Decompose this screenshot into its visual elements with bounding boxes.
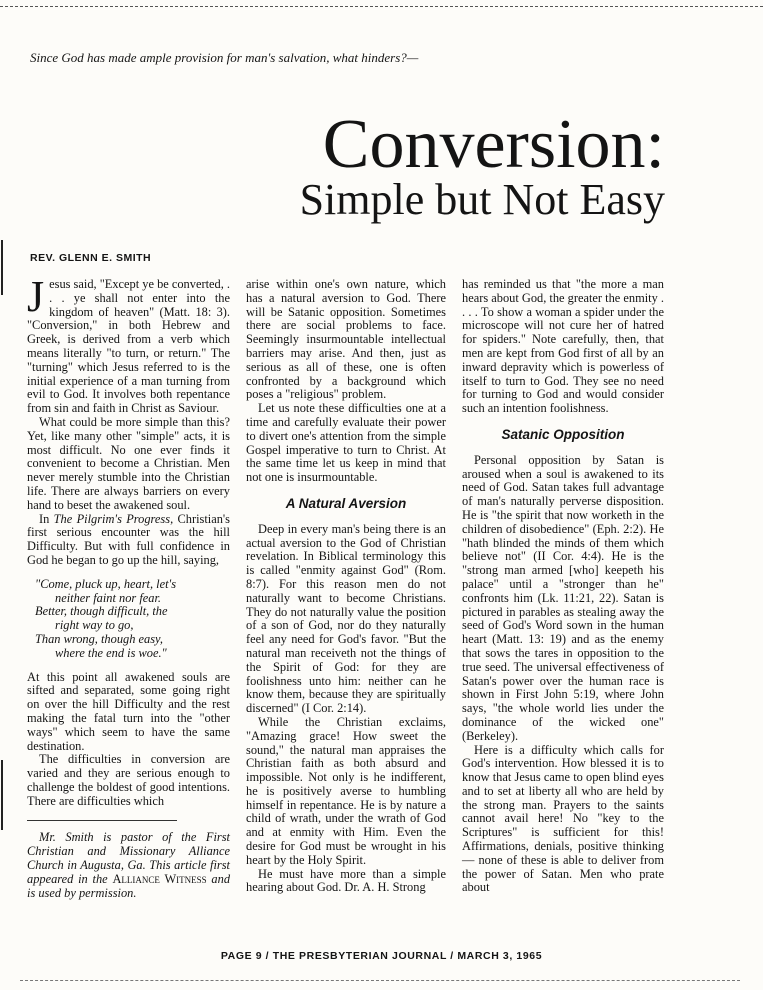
article-column-2 [246,278,446,895]
paragraph: The difficulties in conversion are varied and they are serious enough to challenge the boldest of good intentions. There are difficulties which [27,752,230,808]
paragraph: What could be more simple than this? Yet, like many other "simple" acts, it is most difficult. No one ever finds it convenient to become a Christian. Men never merely stumble into the Christian life. There are always barriers on every hand to beset the awakened soul. [27,414,230,512]
margin-mark [1,760,3,830]
poem-quote [35,578,230,661]
paragraph: Let us note these difficulties one at a time and carefully evaluate their power to divert one's attention from the simple Gospel imperative to turn to Christ. At the same time let us keep in mind that not one is insurmountable. [246,401,446,485]
poem-line: Better, though difficult, the [35,604,168,619]
section-heading: A Natural Aversion [285,495,407,511]
paragraph [27,272,230,416]
paragraph-text: Christian's first serious encounter was the hill Difficulty. But with full confidence in God he began to go up the hill, saying, [27,511,230,567]
paragraph: Deep in every man's being there is an actual aversion to the God of Christian revelation. In Biblical terminology this is called "enmity against God" (Rom. 8:7). For this reason men do not naturally want to become Christians. They do not naturally value the position of a son of God, nor do they naturally feel any need for God's favor. "But the natural man receiveth not the things of the Spirit of God: for they are foolishness unto him: neither can he know them, because they are spiritually discerned" (I Cor. 2:14). [246,521,446,716]
section-heading: Satanic Opposition [501,426,625,442]
poem-line: right way to go, [55,618,134,633]
page-footer: PAGE 9 / THE PRESBYTERIAN JOURNAL / MARCH 3, 1965 [220,950,543,962]
paragraph: At this point all awakened souls are sifted and separated, some going right on over the hill Difficulty and the rest making the fatal turn into the "other ways" which seem to have the same destination. [27,669,230,753]
bottom-rule [20,980,740,981]
paragraph-text: esus said, "Except ye be converted, . . . ye shall not enter into the kingdom of heaven" (Matt. 18: 3). "Conversion," in both Hebrew and Greek, is derived from a verb which means literally "to turn, or return." The "turning" which Jesus referred to is the initial experience of a man turning from evil to God. It involves both repentance from sin and faith in Christ as Saviour. [27,277,230,416]
paragraph: Here is a difficulty which calls for God's intervention. How blessed it is to know that Jesus came to open blind eyes and to set at liberty all who are held by the strong man. Prayers to the saints cannot avail here! No "key to the Scriptures" is sufficient for this! Affirmations, denials, positive thinking — none of these is able to deliver from the power of Satan. Men who prate about [462,742,664,895]
book-title: The Pilgrim's Progress, [53,511,174,526]
poem-line: "Come, pluck up, heart, let's [35,576,177,591]
poem-line: neither faint nor fear. [55,590,162,605]
publication-name: Alliance Witness [112,871,207,886]
note-text: Mr. Smith is pastor of the First Christian and Missionary Alliance Church in Augusta, Ga. This article first appeared in the [27,830,230,886]
author-byline: REV. GLENN E. SMITH [30,252,152,264]
margin-mark [1,240,3,295]
paragraph: Personal opposition by Satan is aroused when a soul is awakened to its need of God. Satan takes full advantage of man's naturally perverse disposition. He is "the spirit that now worketh in the children of disobedience" (Eph. 2:2). He "hath blinded the minds of them which believe not" (II Cor. 4:4). He is the "strong man armed [who] keepeth his palace" until a "stronger than he" confronts him (Lk. 11:21, 22). Satan is pictured in parables as stealing away the seed of God's Word sown in the human heart (Matt. 13: 19) and as the enemy that sows the tares in opposition to the true seed. The universal effectiveness of Satan's power over the human race is shown in First John 5:19, where John says, "the whole world lies under the dominance of the wicked one" (Berkeley). [462,452,664,743]
article-column-1 [27,272,231,900]
top-rule [0,6,763,7]
page-title: Conversion: [322,106,665,183]
poem-line: where the end is woe." [55,645,167,660]
paragraph: arise within one's own nature, which has a natural aversion to God. There will be Satanic opposition. Sometimes there are social problems to face. Seemingly insurmountable intellectual barriers may arise. And then, just as serious as all of these, one is often confronted by a background which poses a "religious" problem. [246,277,446,402]
drop-cap: J [27,272,45,321]
poem-line: Than wrong, though easy, [35,631,163,646]
paragraph: has reminded us that "the more a man hears about God, the greater the enmity . . . . To show a woman a spider under the microscope will not cure her of hatred for spiders." Note carefully, then, that men are kept from God first of all by an inward depravity which is powerless of itself to turn to God. They see no need for turning to God and would consider such an intention foolishness. [462,277,664,416]
paragraph: While the Christian exclaims, "Amazing grace! How sweet the sound," the natural man appraises the Christian faith as both absurd and impossible. Not only is he indifferent, he is positively averse to humbling himself in repentance. He is by nature a child of wrath, under the wrath of God and at enmity with Him. Even the desire for God must be wrought in his heart by the Holy Spirit. [246,714,446,867]
lede: Since God has made ample provision for man's salvation, what hinders?— [30,50,419,65]
paragraph-text: In [39,511,54,526]
paragraph: He must have more than a simple hearing about God. Dr. A. H. Strong [246,866,446,895]
divider [27,820,177,821]
page-subtitle: Simple but Not Easy [299,175,665,224]
paragraph [27,513,230,568]
author-note [27,831,230,900]
note-text: and is used by permission. [27,871,231,900]
article-column-3 [462,278,664,895]
